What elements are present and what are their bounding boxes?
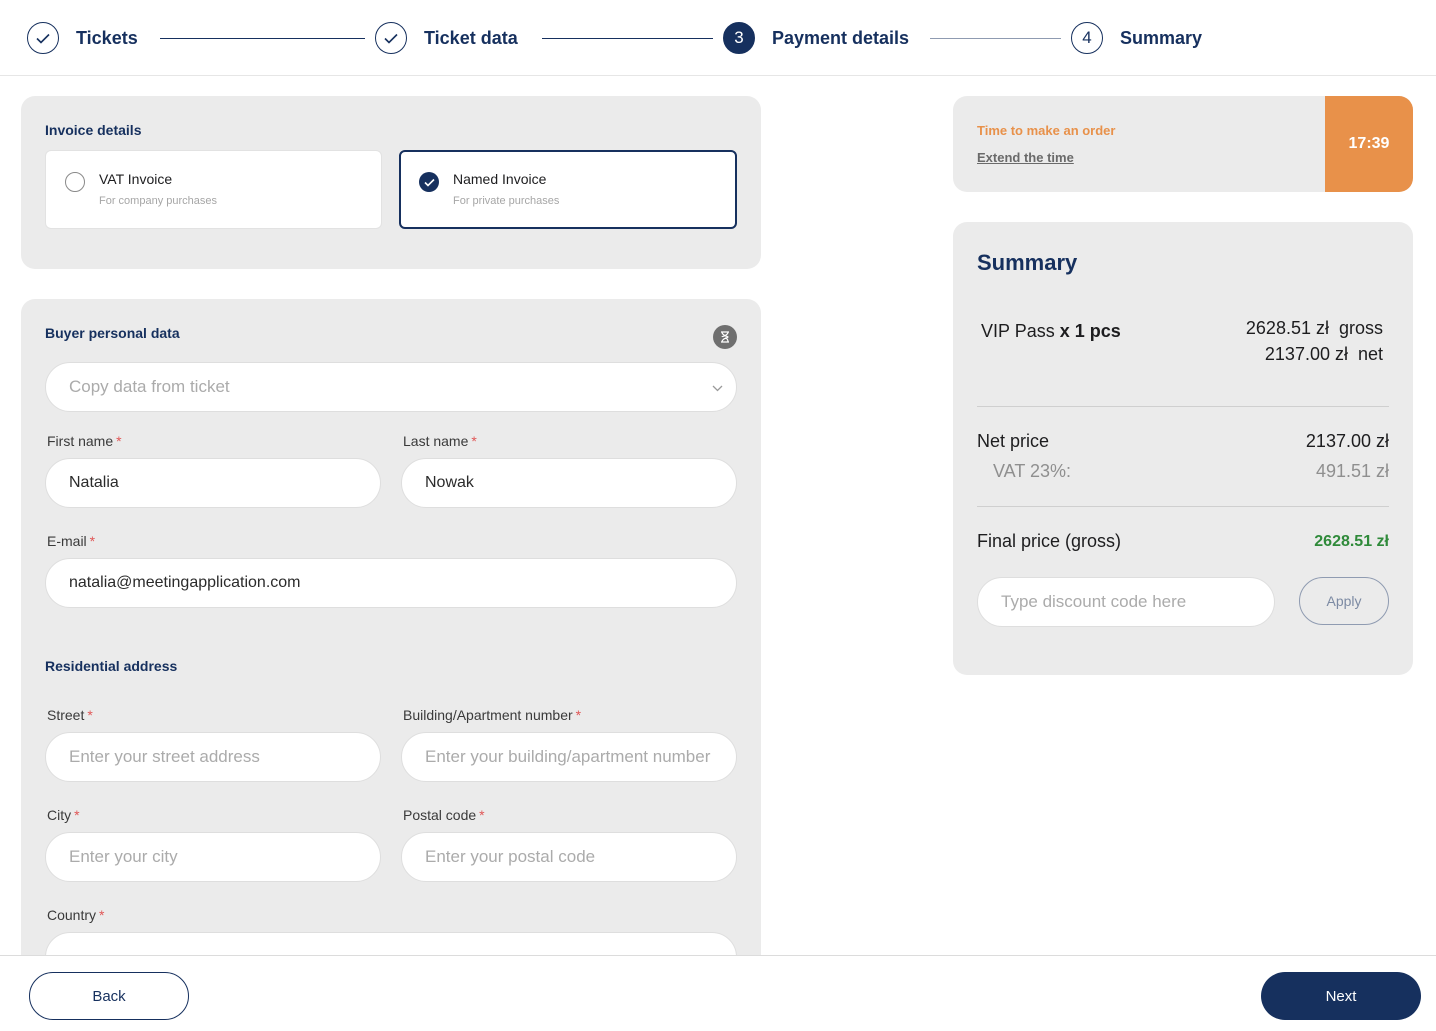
required-mark: * [116, 433, 122, 449]
check-icon [375, 22, 407, 54]
required-mark: * [479, 807, 485, 823]
step-payment-details[interactable] [723, 22, 909, 54]
extend-time-link[interactable]: Extend the time [977, 150, 1074, 165]
last-name-label: Last name * [403, 433, 477, 449]
email-input[interactable] [45, 558, 737, 608]
step-label: Summary [1120, 27, 1203, 48]
discount-placeholder: Type discount code here [1001, 592, 1187, 611]
next-button[interactable]: Next [1261, 972, 1421, 1020]
required-mark: * [87, 707, 93, 723]
street-label: Street * [47, 707, 93, 723]
discount-code-input[interactable] [977, 577, 1275, 627]
vat-invoice-option[interactable] [45, 150, 382, 229]
summary-divider [977, 506, 1389, 507]
final-price-label: Final price (gross) [977, 531, 1122, 551]
street-input[interactable] [45, 732, 381, 782]
check-icon [27, 22, 59, 54]
country-label: Country * [47, 907, 105, 923]
vat-label: VAT 23%: [993, 461, 1072, 481]
radio-unchecked-icon [65, 172, 85, 192]
back-button[interactable]: Back [29, 972, 189, 1020]
summary-divider [977, 406, 1389, 407]
option-title: Named Invoice [453, 171, 547, 187]
step-tickets[interactable] [27, 22, 138, 54]
option-subtitle: For private purchases [453, 195, 560, 207]
required-mark: * [471, 433, 477, 449]
named-invoice-option[interactable] [399, 150, 737, 229]
required-mark: * [74, 807, 80, 823]
building-placeholder: Enter your building/apartment number [425, 747, 711, 766]
hourglass-icon[interactable] [713, 325, 737, 349]
email-value: natalia@meetingapplication.com [69, 574, 301, 591]
invoice-details-title: Invoice details [45, 122, 142, 138]
postal-code-placeholder: Enter your postal code [425, 847, 596, 866]
street-placeholder: Enter your street address [69, 747, 260, 766]
postal-code-input[interactable] [401, 832, 737, 882]
copy-data-select[interactable] [45, 362, 737, 412]
item-net-price: 2137.00 zł net [1264, 344, 1383, 364]
apply-discount-button[interactable]: Apply [1299, 577, 1389, 625]
building-input[interactable] [401, 732, 737, 782]
required-mark: * [575, 707, 582, 723]
email-label: E-mail * [47, 533, 96, 549]
residential-address-title: Residential address [45, 658, 178, 674]
option-subtitle: For company purchases [99, 195, 217, 207]
city-label: City * [47, 807, 80, 823]
checkout-stepper [0, 0, 1436, 76]
step-connector [542, 38, 713, 39]
item-quantity: x 1 pcs [1059, 321, 1121, 341]
summary-item [981, 321, 1121, 342]
city-placeholder: Enter your city [69, 847, 178, 866]
order-timer-card [953, 96, 1413, 192]
step-number: 4 [1071, 22, 1103, 54]
building-label: Building/Apartment number * [403, 707, 582, 723]
city-input[interactable] [45, 832, 381, 882]
required-mark: * [99, 907, 105, 923]
step-label: Payment details [772, 27, 910, 48]
first-name-input[interactable] [45, 458, 381, 508]
postal-code-label: Postal code * [403, 807, 485, 823]
step-connector [930, 38, 1061, 39]
first-name-value: Natalia [69, 474, 119, 491]
step-label: Ticket data [424, 27, 518, 48]
radio-checked-icon [419, 172, 439, 192]
buyer-data-title: Buyer personal data [45, 325, 180, 341]
step-label: Tickets [76, 27, 138, 48]
item-gross-price: 2628.51 zł gross [1245, 318, 1383, 338]
last-name-value: Nowak [425, 474, 474, 491]
chevron-down-icon [712, 385, 723, 392]
step-number: 3 [723, 22, 755, 54]
vat-value: 491.51 zł [1315, 461, 1389, 481]
copy-data-placeholder: Copy data from ticket [69, 377, 230, 396]
summary-title: Summary [977, 250, 1078, 275]
first-name-label: First name * [47, 433, 122, 449]
net-price-label: Net price [977, 431, 1050, 451]
item-name: VIP Pass [981, 321, 1055, 341]
step-ticket-data[interactable] [375, 22, 518, 54]
step-connector [160, 38, 365, 39]
net-price-value: 2137.00 zł [1305, 431, 1389, 451]
required-mark: * [89, 533, 96, 549]
step-summary[interactable] [1071, 22, 1202, 54]
option-title: VAT Invoice [99, 171, 173, 187]
footer-bar [0, 955, 1436, 1031]
countdown-timer: 17:39 [1325, 96, 1413, 192]
last-name-input[interactable] [401, 458, 737, 508]
timer-label: Time to make an order [977, 123, 1116, 138]
final-price-value: 2628.51 zł [1314, 533, 1389, 550]
